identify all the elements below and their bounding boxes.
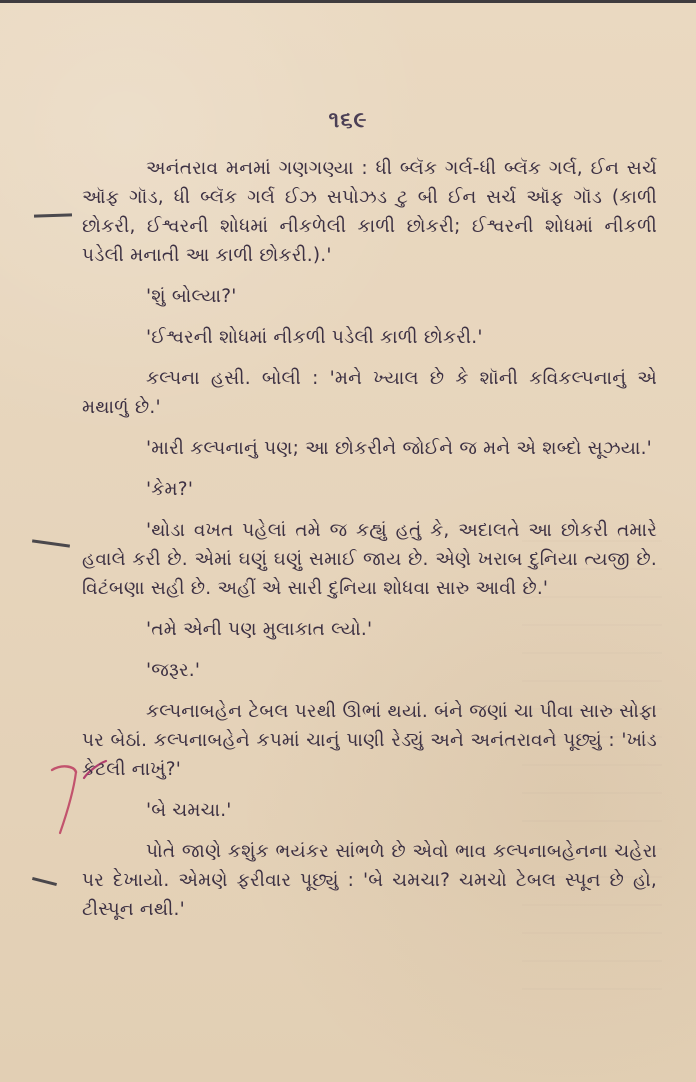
paragraph: અનંતરાવ મનમાં ગણગણ્યા : ધી બ્લૅક ગર્લ-ધી બ્લૅક ગર્લ, ઈન સર્ચ ઑફ ગૉડ, ધી બ્લૅક ગર્લ ઈઝ સપોઝડ ટુ બી ઈન સર્ચ ઑફ ગૉડ (કાળી છોકરી, ઈશ્વરની શોધમાં નીકળેલી કાળી છોકરી; ઈશ્વરની શોધમાં નીકળી પડેલી મનાતી આ કાળી છોકરી.).' (82, 158, 657, 266)
dialogue-line: 'જરૂર.' (146, 660, 201, 681)
paragraph: કલ્પના હસી. બોલી : 'મને ખ્યાલ છે કે શૉની કવિકલ્પનાનું એ મથાળું છે.' (82, 368, 657, 418)
dialogue-line: 'શું બોલ્યા?' (146, 286, 237, 307)
dialogue-line: 'કેમ?' (146, 479, 194, 500)
dialogue-line: 'તમે એની પણ મુલાકાત લ્યો.' (146, 619, 373, 640)
dialogue-line: 'ઈશ્વરની શોધમાં નીકળી પડેલી કાળી છોકરી.' (146, 327, 483, 348)
top-border-line (0, 0, 696, 3)
dialogue-line: 'બે ચમચા.' (146, 800, 232, 821)
paragraph: પોતે જાણે કશુંક ભયંકર સાંભળે છે એવો ભાવ કલ્પનાબહેનના ચહેરા પર દેખાયો. એમણે ફરીવાર પૂછ્યું : 'બે ચમચા? ચમચો ટેબલ સ્પૂન છે હો, ટીસ્પૂન નથી.' (82, 841, 657, 920)
margin-pencil-mark (32, 877, 57, 886)
paragraph: 'મારી કલ્પનાનું પણ; આ છોકરીને જોઈને જ મને એ શબ્દો સૂઝયા.' (146, 438, 652, 459)
margin-pencil-mark (34, 213, 72, 217)
paragraph: કલ્પનાબહેન ટેબલ પરથી ઊભાં થયાં. બંને જણાં ચા પીવા સારુ સોફા પર બેઠાં. કલ્પનાબહેને કપમાં ચાનું પાણી રેડ્યું અને અનંતરાવને પૂછ્યું : 'ખાંડ કેટલી નાખું?' (82, 701, 657, 780)
margin-pencil-mark (32, 539, 70, 547)
main-text (82, 154, 657, 936)
paragraph: 'થોડા વખત પહેલાં તમે જ કહ્યું હતું કે, અદાલતે આ છોકરી તમારે હવાલે કરી છે. એમાં ઘણું ઘણું સમાઈ જાય છે. એણે ખરાબ દુનિયા ત્યજી છે. વિટંબણા સહી છે. અહીં એ સારી દુનિયા શોધવા સારુ આવી છે.' (82, 520, 657, 599)
page-number: ૧૬૯ (328, 108, 368, 133)
